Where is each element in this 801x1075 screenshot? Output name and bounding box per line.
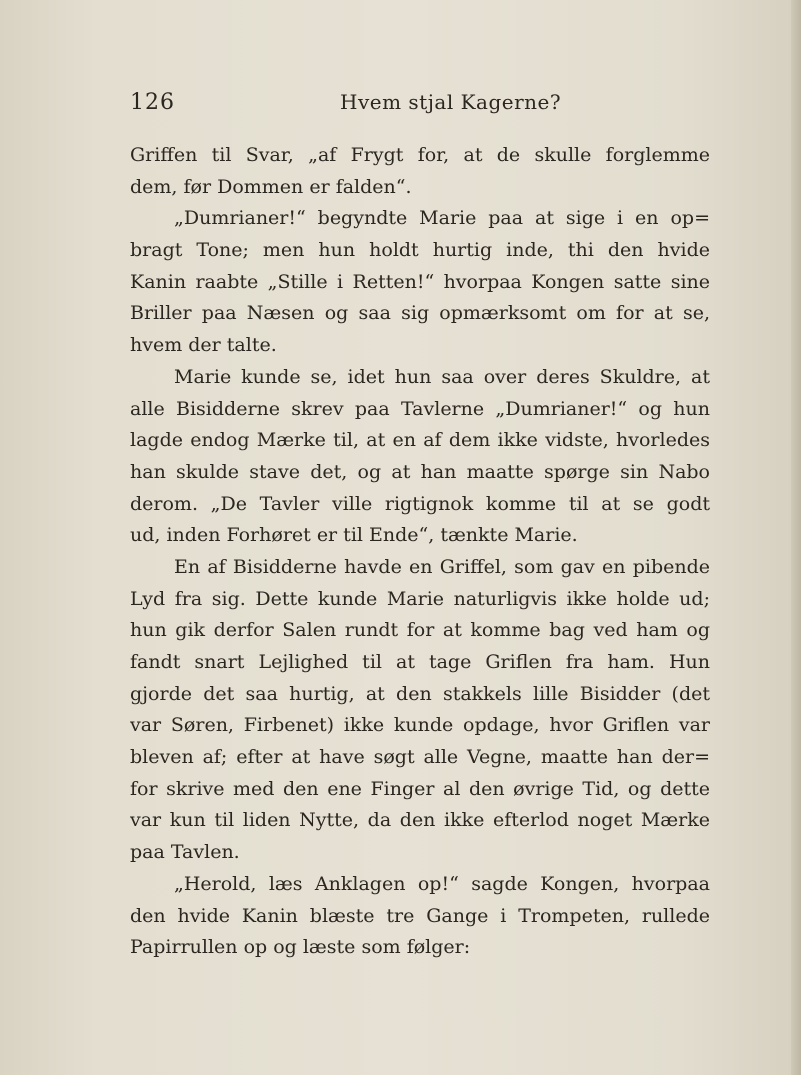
text-line: „Herold, læs Anklagen op!“ sagde Kongen, hvorpaa <box>174 872 710 895</box>
text-line: paa Tavlen. <box>130 841 240 864</box>
text-line: han skulde stave det, og at han maatte spørge sin Nabo <box>130 460 710 483</box>
text-line: Marie kunde se, idet hun saa over deres Skuldre, at <box>174 365 710 388</box>
page-edge <box>791 0 801 1075</box>
page-header <box>130 90 710 120</box>
text-line: dem, før Dommen er falden“. <box>130 175 412 198</box>
body-text <box>130 140 710 964</box>
text-line: „Dumrianer!“ begyndte Marie paa at sige i en op= <box>174 207 710 230</box>
running-title: Hvem stjal Kagerne? <box>340 90 562 114</box>
text-line: Kanin raabte „Stille i Retten!“ hvorpaa Kongen satte sine <box>130 270 710 293</box>
text-line: lagde endog Mærke til, at en af dem ikke vidste, hvorledes <box>130 429 710 452</box>
text-line: En af Bisidderne havde en Griffel, som gav en pibende <box>174 555 710 578</box>
text-line: gjorde det saa hurtig, at den stakkels lille Bisidder (det <box>130 682 710 705</box>
text-line: fandt snart Lejlighed til at tage Griflen fra ham. Hun <box>130 651 710 673</box>
text-line: derom. „De Tavler ville rigtignok komme til at se godt <box>130 492 710 515</box>
text-line: ud, inden Forhøret er til Ende“, tænkte Marie. <box>130 524 578 547</box>
text-line: Griffen til Svar, „af Frygt for, at de skulle forglemme <box>130 144 710 166</box>
text-line: bleven af; efter at have søgt alle Vegne, maatte han der= <box>130 746 710 769</box>
text-line: hun gik derfor Salen rundt for at komme bag ved ham og <box>130 619 710 642</box>
text-line: var Søren, Firbenet) ikke kunde opdage, hvor Griflen var <box>130 714 710 737</box>
text-line: hvem der talte. <box>130 334 277 357</box>
text-line: alle Bisidderne skrev paa Tavlerne „Dumrianer!“ og hun <box>130 397 710 420</box>
text-line: Briller paa Næsen og saa sig opmærksomt om for at se, <box>130 302 710 325</box>
page-number: 126 <box>130 90 175 115</box>
text-line: for skrive med den ene Finger al den øvrige Tid, og dette <box>130 777 710 800</box>
text-line: var kun til liden Nytte, da den ikke efterlod noget Mærke <box>130 809 710 832</box>
text-line: Lyd fra sig. Dette kunde Marie naturligvis ikke holde ud; <box>130 587 710 610</box>
text-line: den hvide Kanin blæste tre Gange i Trompeten, rullede <box>130 904 710 927</box>
text-line: Papirrullen op og læste som følger: <box>130 936 471 959</box>
text-line: bragt Tone; men hun holdt hurtig inde, thi den hvide <box>130 239 710 262</box>
